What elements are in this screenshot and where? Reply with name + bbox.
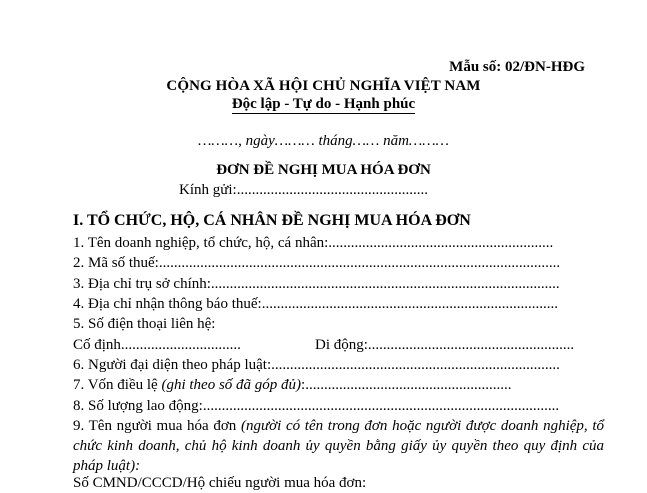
motto-text: Độc lập - Tự do - Hạnh phúc	[231, 96, 416, 112]
national-motto	[0, 96, 647, 113]
field-mobile: Di động:.......................................................	[315, 337, 575, 353]
national-title: CỘNG HÒA XÃ HỘI CHỦ NGHĨA VIỆT NAM	[166, 78, 481, 94]
field-buyer-id: Số CMND/CCCD/Hộ chiếu người mua hóa đơn:	[73, 475, 367, 491]
buyer-name-label: 9. Tên người mua hóa đơn	[73, 418, 241, 434]
buyer-name-note: (người có tên trong đơn hoặc người được doanh nghiệp, tổ chức kinh doanh, chủ hộ kinh doanh ủy quyền bằng giấy ủy quyền theo quy định của pháp luật):	[73, 418, 604, 474]
field-landline: Cố định................................	[73, 337, 241, 353]
document-title: ĐƠN ĐỀ NGHỊ MUA HÓA ĐƠN	[216, 162, 431, 178]
charter-capital-dots: :.......................................................	[301, 377, 512, 393]
charter-capital-label: 7. Vốn điều lệ	[73, 377, 162, 393]
addressee-line: Kính gửi:...................................................	[179, 182, 428, 198]
charter-capital-note: (ghi theo số đã góp đủ)	[161, 377, 302, 393]
field-tax-code: 2. Mã số thuế:...........................................................................................................	[73, 255, 561, 271]
field-head-office-address: 3. Địa chỉ trụ sở chính:.............................................................................................	[73, 276, 560, 292]
section-heading: I. TỔ CHỨC, HỘ, CÁ NHÂN ĐỀ NGHỊ MUA HÓA ĐƠN	[73, 212, 471, 229]
field-buyer-name	[73, 416, 604, 476]
field-phone-label: 5. Số điện thoại liên hệ:	[73, 316, 216, 332]
field-charter-capital	[73, 377, 511, 394]
form-number: Mẫu số: 02/ĐN-HĐG	[449, 59, 585, 75]
date-line: ………, ngày……… tháng…… năm………	[198, 133, 449, 149]
field-tax-notice-address: 4. Địa chỉ nhận thông báo thuế:...............................................................................	[73, 296, 558, 312]
field-legal-representative: 6. Người đại diện theo pháp luật:.............................................................................	[73, 357, 560, 373]
field-business-name: 1. Tên doanh nghiệp, tổ chức, hộ, cá nhân:............................................................	[73, 235, 554, 251]
field-employee-count: 8. Số lượng lao động:...............................................................................................	[73, 398, 560, 414]
